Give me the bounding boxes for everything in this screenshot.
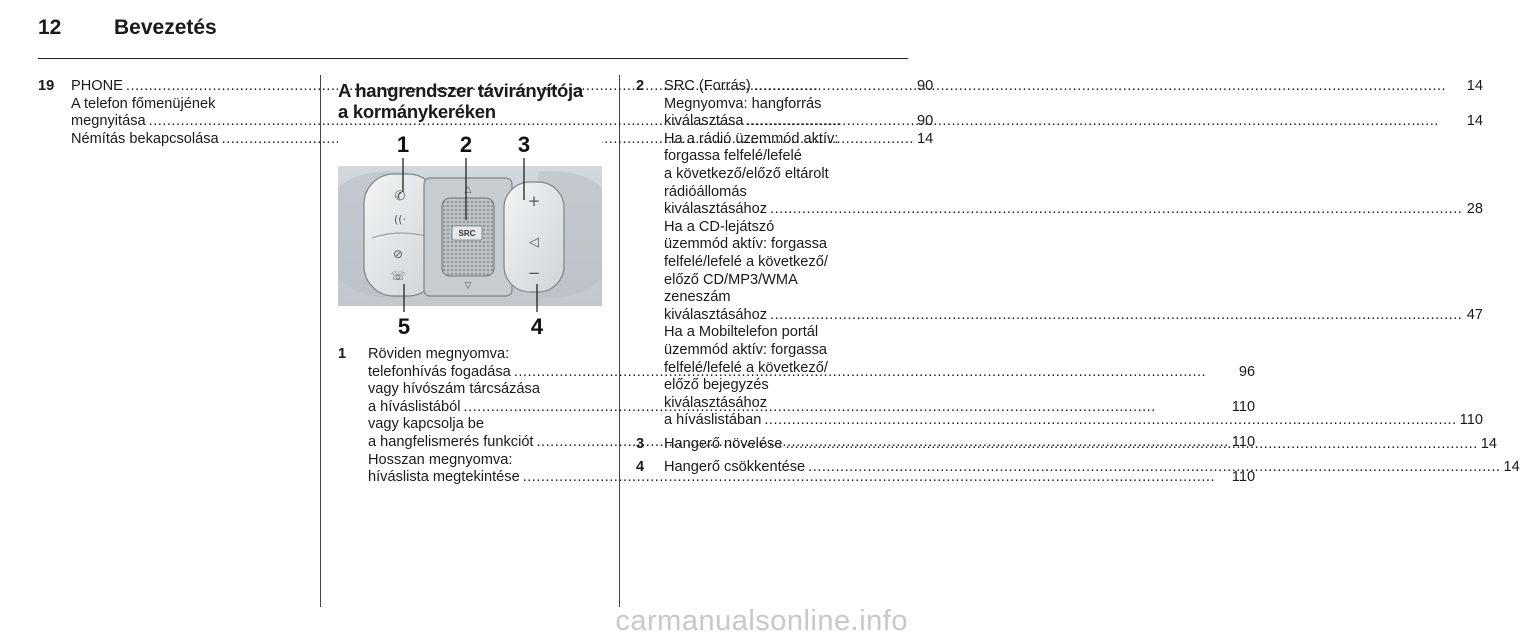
middle-column <box>338 80 606 122</box>
line-text: Ha a Mobiltelefon portál <box>664 324 819 341</box>
entry-line <box>664 148 1483 166</box>
line-text: üzemmód aktív: forgassa <box>664 236 828 253</box>
line-text: megnyitása <box>71 113 146 130</box>
up-arrow-icon: △ <box>464 185 472 195</box>
section-title-line2: a kormánykeréken <box>338 101 496 122</box>
line-text: híváslista megtekintése <box>368 469 520 486</box>
entry-line <box>664 377 1483 395</box>
page-ref: 90 <box>916 113 934 130</box>
line-text: előző bejegyzés <box>664 377 769 394</box>
line-text: Ha a CD-lejátszó <box>664 218 775 235</box>
callout-1: 1 <box>396 132 410 157</box>
page-number: 12 <box>38 16 62 39</box>
plus-icon: + <box>527 192 541 210</box>
steering-wheel-controls-figure <box>338 128 602 340</box>
line-text: a következő/előző eltárolt <box>664 165 829 182</box>
line-text: a hangfelismerés funkciót <box>368 433 534 450</box>
entry-body <box>664 459 1520 477</box>
speaker-icon: ◁ <box>529 235 539 250</box>
callout-3: 3 <box>517 132 531 157</box>
header-rule <box>38 58 908 59</box>
line-text: vagy kapcsolja be <box>368 416 485 433</box>
entry-line <box>664 324 1483 342</box>
line-text: A telefon főmenüjének <box>71 95 216 112</box>
line-text: vagy hívószám tárcsázása <box>368 381 540 398</box>
line-text: forgassa felfelé/lefelé <box>664 148 802 165</box>
src-label: SRC <box>458 229 476 238</box>
entry-line <box>664 272 1483 290</box>
page-ref: 14 <box>1503 459 1520 476</box>
entry-body <box>664 78 1483 430</box>
entry-line <box>664 184 1483 202</box>
line-text: előző CD/MP3/WMA <box>664 271 798 288</box>
callout-5: 5 <box>397 314 411 339</box>
section-title-line1: A hangrendszer távirányítója <box>338 80 583 101</box>
entry-number: 3 <box>636 435 645 452</box>
entry-line <box>664 360 1483 378</box>
page-ref: 110 <box>1231 469 1256 486</box>
line-text: kiválasztásához <box>664 201 768 218</box>
entry-line <box>664 201 1483 219</box>
hangup-icon: ☏ <box>390 269 406 283</box>
line-text: a híváslistában <box>664 412 762 429</box>
page-ref: 14 <box>1466 113 1483 130</box>
page-ref: 14 <box>1480 435 1497 452</box>
line-text: zeneszám <box>664 289 731 306</box>
entry-body <box>664 433 1497 454</box>
page-ref: 90 <box>916 78 934 94</box>
line-text: felfelé/lefelé a következő/ <box>664 253 828 270</box>
right-button-cluster <box>504 182 564 292</box>
page-ref: 110 <box>1231 398 1256 415</box>
line-text: Hangerő csökkentése <box>664 459 806 476</box>
mute-icon: ⊘ <box>392 247 404 261</box>
steering-controls-illustration <box>338 128 602 340</box>
page-ref: 96 <box>1238 363 1256 380</box>
page-ref: 47 <box>1466 306 1483 323</box>
chapter-title: Bevezetés <box>114 16 217 39</box>
entry-number: 1 <box>338 346 347 362</box>
page-header <box>38 16 217 40</box>
entry-line <box>664 433 1497 454</box>
entry-number: 19 <box>38 78 55 94</box>
line-text: üzemmód aktív: forgassa <box>664 341 828 358</box>
page-ref: 14 <box>1466 78 1483 94</box>
entry-line <box>664 113 1483 131</box>
section-title <box>338 80 606 122</box>
entry-line <box>664 96 1483 114</box>
line-text: a híváslistából <box>368 398 461 415</box>
minus-icon: − <box>527 264 541 282</box>
center-thumbwheel <box>424 178 512 296</box>
page-ref: 110 <box>1459 412 1483 429</box>
entry-line <box>664 459 1520 477</box>
line-text: Ha a rádió üzemmód aktív: <box>664 130 839 147</box>
line-text: kiválasztásához <box>664 306 768 323</box>
down-arrow-icon: ▽ <box>464 281 472 291</box>
page-ref: 14 <box>916 130 934 147</box>
phone-icon: ✆ <box>394 189 406 204</box>
column-divider-right <box>619 75 620 607</box>
line-text: Megnyomva: hangforrás <box>664 95 822 112</box>
column-divider-left <box>320 75 321 607</box>
entry-line <box>664 236 1483 254</box>
callout-2: 2 <box>459 132 473 157</box>
entry-line <box>664 289 1483 307</box>
line-text: felfelé/lefelé a következő/ <box>664 359 828 376</box>
watermark: carmanualsonline.info <box>615 605 908 637</box>
line-text: PHONE <box>71 78 123 94</box>
page-ref: 28 <box>1466 201 1483 218</box>
line-text: telefonhívás fogadása <box>368 363 511 380</box>
line-text: SRC (Forrás) <box>664 78 751 94</box>
entry-line <box>664 412 1483 430</box>
callout-4: 4 <box>530 314 544 339</box>
entry-line <box>664 166 1483 184</box>
page-ref: 110 <box>1231 433 1256 450</box>
line-text: Némítás bekapcsolása <box>71 130 219 147</box>
entry-line <box>664 342 1483 360</box>
line-text: kiválasztásához <box>664 394 768 411</box>
entry-line <box>664 307 1483 325</box>
line-text: rádióállomás <box>664 183 747 200</box>
entry-line <box>664 219 1483 237</box>
line-text: Hosszan megnyomva: <box>368 451 513 468</box>
line-text: Hangerő növelése <box>664 435 783 452</box>
entry-number: 4 <box>636 459 645 476</box>
voice-icon: ((· <box>393 213 407 226</box>
entry-number: 2 <box>636 78 645 94</box>
line-text: kiválasztása <box>664 113 744 130</box>
entry-line <box>664 131 1483 149</box>
entry-line <box>664 78 1483 96</box>
line-text: Röviden megnyomva: <box>368 346 510 362</box>
entry-4 <box>636 459 1520 477</box>
entry-line <box>664 395 1483 413</box>
entry-line <box>664 254 1483 272</box>
